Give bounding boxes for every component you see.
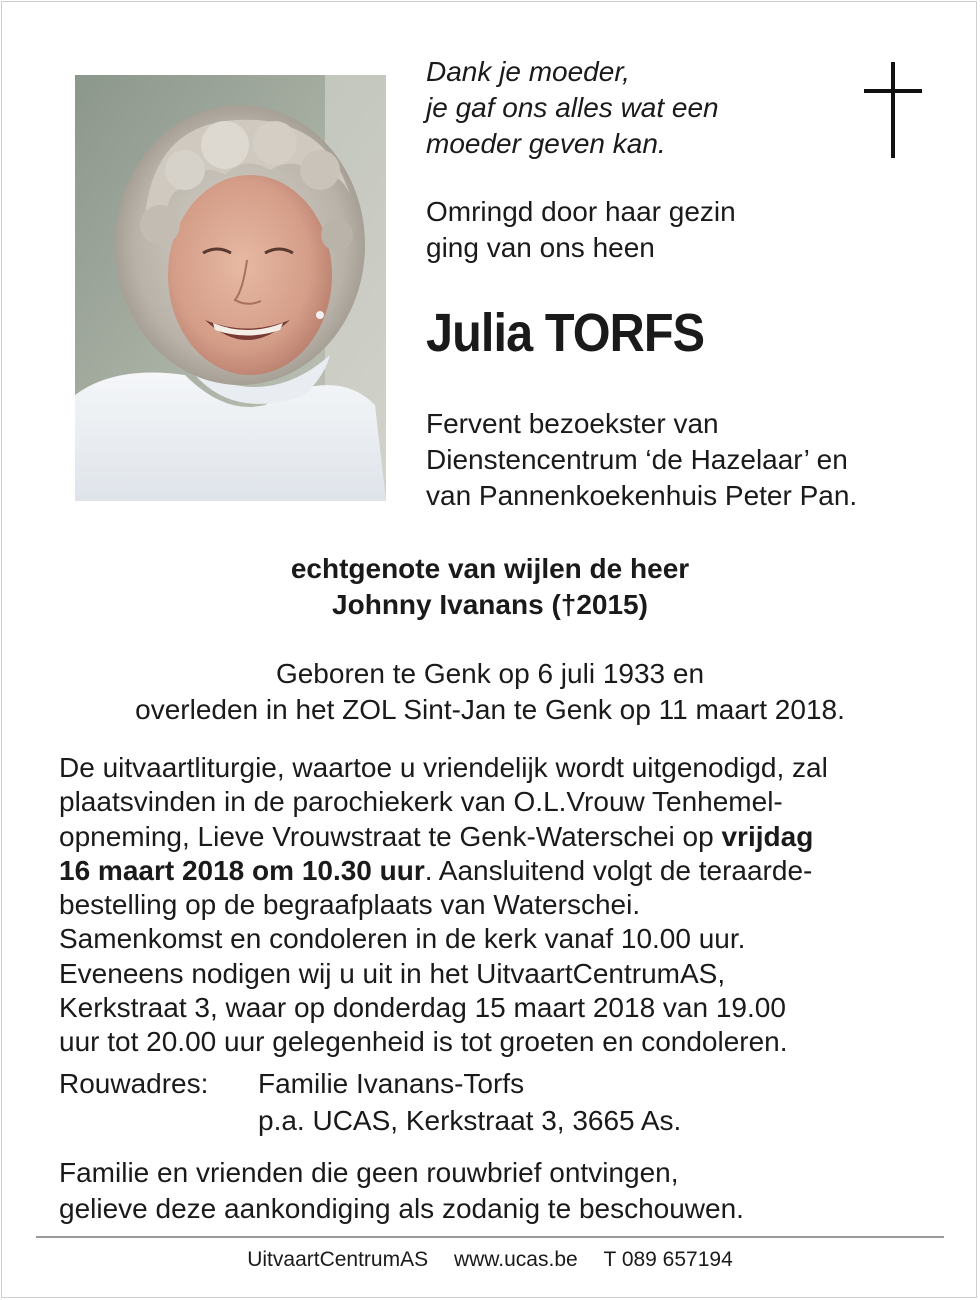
description-line: Dienstencentrum ‘de Hazelaar’ en	[426, 444, 848, 475]
divider	[36, 1236, 944, 1238]
intro-text	[426, 194, 736, 266]
closing-line: gelieve deze aankondiging als zodanig te beschouwen.	[59, 1193, 744, 1224]
footer-company: UitvaartCentrumAS	[247, 1248, 429, 1271]
quote-line: Dank je moeder,	[426, 56, 630, 87]
intro-line: Omringd door haar gezin	[426, 196, 736, 227]
quote-line: je gaf ons alles wat een	[426, 92, 719, 123]
service-line: bestelling op de begraafplaats van Waterschei.	[59, 889, 641, 921]
footer	[0, 1246, 980, 1274]
description	[426, 406, 857, 514]
intro-line: ging van ons heen	[426, 232, 655, 263]
address-row	[59, 1102, 681, 1139]
spouse-line: echtgenote van wijlen de heer	[290, 553, 690, 584]
service-line	[59, 820, 929, 854]
portrait-photo	[75, 75, 386, 501]
service-line	[59, 854, 929, 888]
dates-line: Geboren te Genk op 6 juli 1933 en	[275, 658, 705, 689]
service-line: plaatsvinden in de parochiekerk van O.L.Vrouw Tenhemel-	[59, 786, 783, 818]
service-datetime: 16 maart 2018 om 10.30 uur	[59, 854, 425, 886]
address-row	[59, 1065, 681, 1102]
service-line: uur tot 20.00 uur gelegenheid is tot groeten en condoleren.	[59, 1026, 788, 1058]
cross-icon	[864, 62, 922, 158]
spouse-info	[0, 551, 980, 623]
dates-line: overleden in het ZOL Sint-Jan te Genk op 11 maart 2018.	[135, 694, 845, 725]
address-line: Familie Ivanans-Torfs	[258, 1068, 525, 1099]
mourning-address	[59, 1065, 681, 1139]
closing-note	[59, 1155, 744, 1227]
spouse-line: Johnny Ivanans (†2015)	[332, 589, 648, 620]
address-label: Rouwadres:	[59, 1068, 209, 1099]
memorial-quote	[426, 54, 719, 162]
deceased-name: Julia TORFS	[426, 303, 705, 363]
service-text: opneming, Lieve Vrouwstraat te Genk-Waterschei op	[59, 820, 722, 852]
footer-website: www.ucas.be	[453, 1248, 578, 1271]
service-line: Eveneens nodigen wij u uit in het UitvaartCentrumAS,	[59, 957, 726, 989]
service-line: De uitvaartliturgie, waartoe u vriendelijk wordt uitgenodigd, zal	[59, 752, 828, 783]
service-details	[59, 751, 929, 1060]
service-day: vrijdag	[721, 820, 814, 852]
footer-phone: T 089 657194	[603, 1248, 733, 1271]
address-spacer	[59, 1102, 258, 1139]
address-line: p.a. UCAS, Kerkstraat 3, 3665 As.	[258, 1105, 682, 1136]
birth-death-dates	[0, 656, 980, 728]
quote-line: moeder geven kan.	[426, 128, 666, 159]
closing-line: Familie en vrienden die geen rouwbrief ontvingen,	[59, 1157, 679, 1188]
service-text: . Aansluitend volgt de teraarde-	[424, 854, 813, 886]
service-line: Samenkomst en condoleren in de kerk vanaf 10.00 uur.	[59, 923, 746, 955]
description-line: van Pannenkoekenhuis Peter Pan.	[426, 480, 858, 511]
service-line: Kerkstraat 3, waar op donderdag 15 maart 2018 van 19.00	[59, 992, 786, 1024]
description-line: Fervent bezoekster van	[426, 408, 719, 439]
